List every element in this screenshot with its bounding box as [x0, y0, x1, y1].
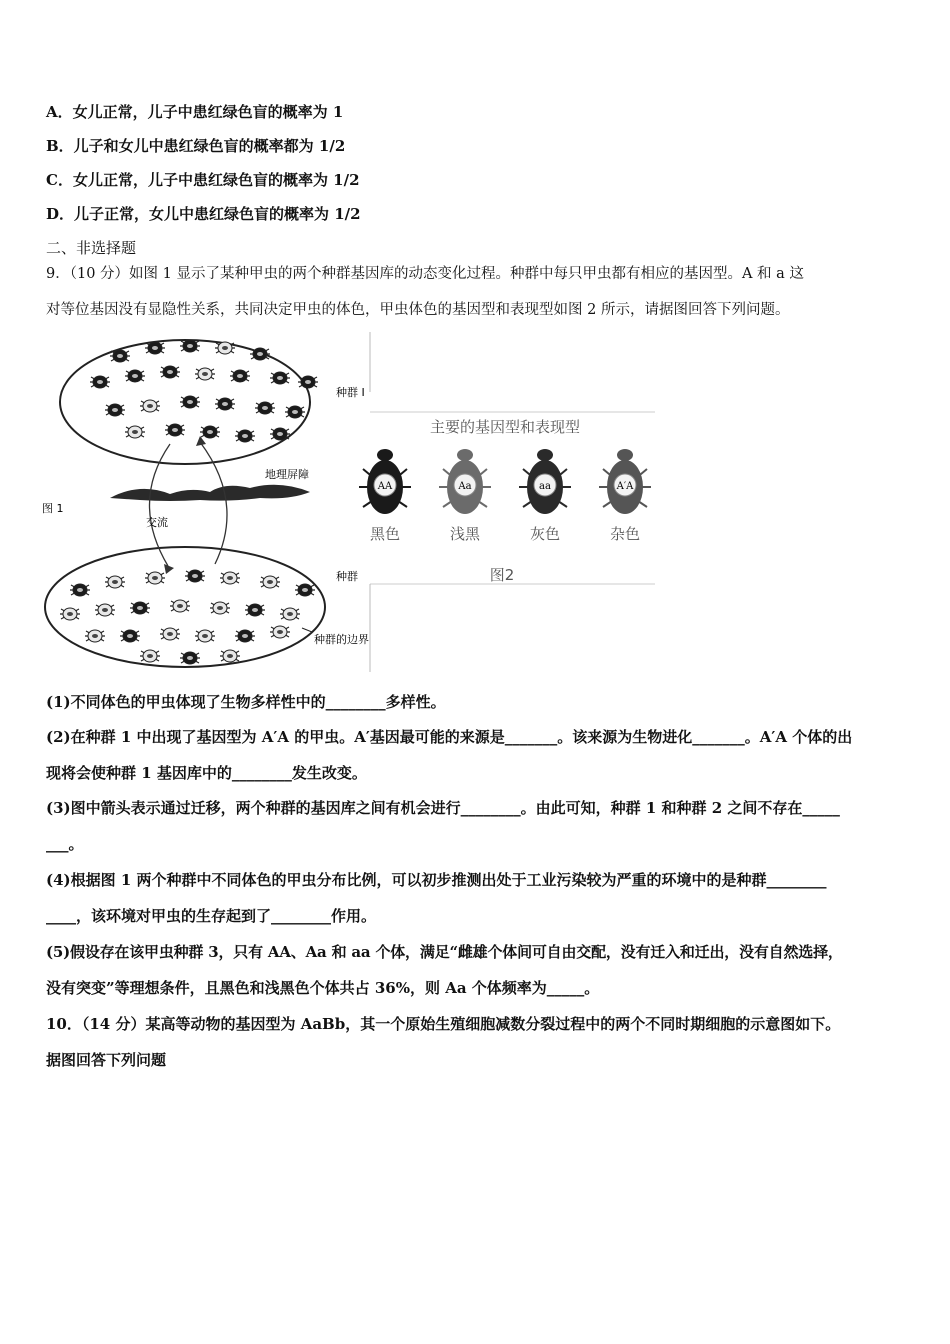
population-1-beetle [298, 376, 318, 388]
fig2-genotype-label: aa [539, 481, 551, 492]
q9-sub5-line1: (5)假设存在该甲虫种群 3，只有 AA、Aa 和 aa 个体，满足“雌雄个体间可自由交配，没有迁入和迁出，没有自然选择， [46, 943, 843, 961]
fig2-beetles [359, 449, 651, 543]
figure-2 [359, 418, 651, 584]
q9-sub1: (1)不同体色的甲虫体现了生物多样性中的________多样性。 [46, 693, 446, 711]
population-2-beetles [60, 570, 315, 664]
boundary-label: 种群的边界 [314, 633, 369, 646]
q9-sub4-line2: ____，该环境对甲虫的生存起到了________作用。 [46, 907, 377, 925]
population-2-beetle [60, 608, 80, 620]
population-2-beetle [220, 572, 240, 584]
population-1-beetle [255, 402, 275, 414]
population-2-beetle [270, 626, 290, 638]
population-1-beetles [90, 340, 318, 442]
population-1-beetle [270, 372, 290, 384]
figure-1 [42, 340, 369, 667]
population-2-beetle [95, 604, 115, 616]
population-2-beetle [130, 602, 150, 614]
barrier-label: 地理屏障 [265, 468, 309, 481]
q9-sub3-line1: (3)图中箭头表示通过迁移，两个种群的基因库之间有机会进行________。由此可知，种群 1 和种群 2 之间不存在_____ [46, 799, 840, 817]
exchange-label: 交流 [146, 516, 168, 529]
population-2-beetle [210, 602, 230, 614]
population-1-beetle [270, 428, 290, 440]
population-2-beetle [105, 576, 125, 588]
population-2-beetle [145, 572, 165, 584]
boundary-pointer [302, 628, 312, 632]
fig2-phenotype-label: 浅黑 [449, 525, 481, 543]
population-1-beetle [200, 426, 220, 438]
fig2-caption: 图2 [489, 566, 515, 584]
population-1-beetle [180, 340, 200, 352]
population-2-beetle [220, 650, 240, 662]
population-1-beetle [90, 376, 110, 388]
population-2-beetle [170, 600, 190, 612]
population-1-beetle [215, 398, 235, 410]
population-2-beetle [70, 584, 90, 596]
q9-sub3-line2: ___。 [46, 835, 84, 853]
arrow-up-head [196, 436, 206, 446]
q9-sub4-line1: (4)根据图 1 两个种群中不同体色的甲虫分布比例，可以初步推测出处于工业污染较为严重的环境中的是种群________ [46, 871, 827, 889]
fig1-label: 图 1 [42, 502, 64, 515]
fig2-phenotype-label: 杂色 [609, 525, 641, 543]
population-2-beetle [180, 652, 200, 664]
population-1-beetle [180, 396, 200, 408]
population-1-beetle [195, 368, 215, 380]
population-1-beetle [235, 430, 255, 442]
q10-line2: 据图回答下列问题 [46, 1051, 167, 1069]
population-2-beetle [140, 650, 160, 662]
pop2-label: 种群 [336, 570, 358, 583]
population-1-beetle [215, 342, 235, 354]
population-1-beetle [250, 348, 270, 360]
fig2-phenotype-label: 灰色 [529, 525, 561, 543]
q9-sub5-line2: 没有突变”等理想条件，且黑色和浅黑色个体共占 36%，则 Aa 个体频率为_____。 [46, 979, 600, 997]
population-1-beetle [145, 342, 165, 354]
population-1-beetle [285, 406, 305, 418]
fig2-phenotype-label: 黑色 [369, 525, 401, 543]
population-2-beetle [120, 630, 140, 642]
population-2-beetle [260, 576, 280, 588]
population-1-beetle [165, 424, 185, 436]
option-a: A．女儿正常，儿子中患红绿色盲的概率为 1 [46, 103, 344, 121]
population-2-beetle [185, 570, 205, 582]
q9-sub2-line2: 现将会使种群 1 基因库中的________发生改变。 [46, 764, 367, 782]
q10-line1: 10．（14 分）某高等动物的基因型为 AaBb，其一个原始生殖细胞减数分裂过程中的两个不同时期细胞的示意图如下。 [46, 1015, 841, 1033]
population-2-beetle [245, 604, 265, 616]
arrow-down-head [164, 564, 174, 574]
population-1-beetle [230, 370, 250, 382]
population-2-beetle [195, 630, 215, 642]
population-1-beetle [140, 400, 160, 412]
population-2-beetle [295, 584, 315, 596]
population-2-beetle [280, 608, 300, 620]
q9-intro-line1: 9．（10 分）如图 1 显示了某种甲虫的两个种群基因库的动态变化过程。种群中每只甲虫都有相应的基因型。A 和 a 这 [46, 266, 804, 282]
population-2-beetle [160, 628, 180, 640]
population-1-beetle [160, 366, 180, 378]
population-2-beetle [235, 630, 255, 642]
option-c: C．女儿正常，儿子中患红绿色盲的概率为 1/2 [46, 171, 360, 189]
option-d: D．儿子正常，女儿中患红绿色盲的概率为 1/2 [46, 205, 361, 223]
population-1-beetle [125, 370, 145, 382]
population-1-beetle [105, 404, 125, 416]
fig2-genotype-label: Aa [458, 481, 472, 492]
beetle-figure [40, 332, 660, 677]
option-b: B．儿子和女儿中患红绿色盲的概率都为 1/2 [46, 137, 346, 155]
section-title: 二、非选择题 [46, 239, 137, 257]
fig2-title: 主要的基因型和表现型 [429, 418, 581, 436]
pop1-label: 种群 I [336, 386, 365, 399]
population-2-beetle [85, 630, 105, 642]
q9-sub2-line1: (2)在种群 1 中出现了基因型为 A′A 的甲虫。A′基因最可能的来源是_______。该来源为生物进化_______。A′A 个体的出 [46, 728, 853, 746]
population-1-beetle [125, 426, 145, 438]
population-1-beetle [110, 350, 130, 362]
fig2-genotype-label: A′A [616, 481, 634, 492]
q9-intro-line2: 对等位基因没有显隐性关系，共同决定甲虫的体色，甲虫体色的基因型和表现型如图 2 所示，请据图回答下列问题。 [46, 302, 790, 318]
fig2-genotype-label: AA [377, 481, 393, 492]
geographic-barrier [110, 485, 310, 501]
